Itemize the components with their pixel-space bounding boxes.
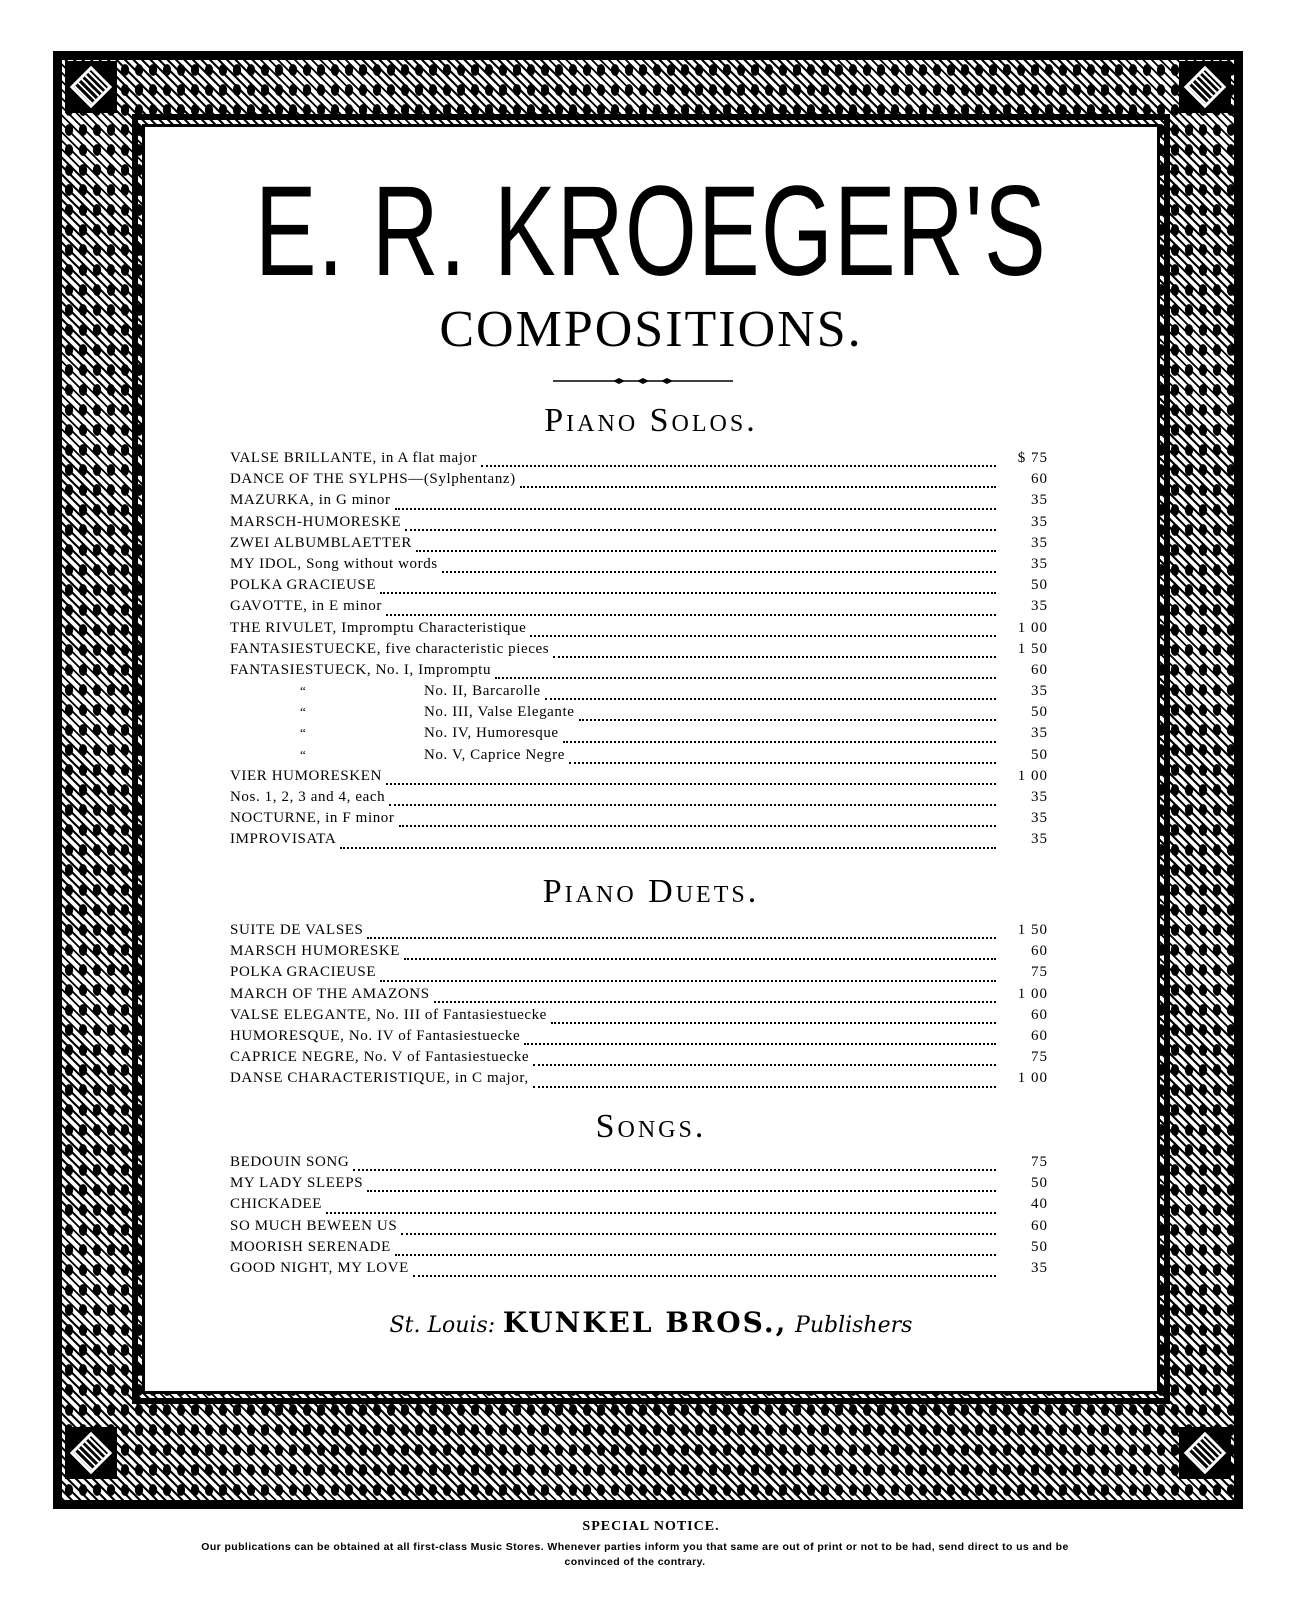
item-title: Nos. 1, 2, 3 and 4, each: [230, 789, 386, 805]
list-item: [230, 964, 1048, 985]
item-title: MARSCH-HUMORESKE: [230, 513, 402, 530]
list-item: [230, 810, 1048, 831]
dot-leader: [404, 958, 996, 960]
item-price: 35: [1031, 555, 1048, 572]
notice-text: Our publications can be obtained at all first-class Music Stores. Whenever parties inform you that same are out of print or not to be had, send direct to us and be convinced of the contrary.: [201, 1541, 1069, 1568]
item-price: 60: [1031, 1217, 1048, 1234]
list-item: [230, 986, 1048, 1007]
list-item: [230, 725, 1048, 746]
list-item: [230, 1260, 1048, 1281]
section-heading-piano-solos: Piano Solos.: [544, 402, 758, 439]
dot-leader: [389, 804, 996, 806]
list-item: [230, 747, 1048, 768]
item-title: VALSE BRILLANTE, in A flat major: [230, 450, 478, 466]
item-title: GOOD NIGHT, MY LOVE: [230, 1259, 409, 1276]
dot-leader: [520, 486, 996, 488]
item-price: 35: [1031, 831, 1048, 848]
item-price: 35: [1031, 534, 1048, 551]
item-price: 75: [1031, 964, 1048, 981]
dot-leader: [495, 677, 996, 679]
dot-leader: [530, 635, 996, 637]
publisher-name: KUNKEL BROS.,: [502, 1306, 788, 1339]
corner-ornament-icon: [1179, 61, 1231, 113]
item-price: 40: [1031, 1196, 1048, 1213]
list-item: [230, 492, 1048, 513]
item-title: SUITE DE VALSES: [230, 922, 364, 938]
item-title: VIER HUMORESKEN: [230, 767, 382, 784]
list-item: [230, 1196, 1048, 1217]
item-price: 60: [1031, 661, 1048, 678]
list-item: [230, 768, 1048, 789]
list-item: [230, 1049, 1048, 1070]
list-item: [230, 662, 1048, 683]
dot-leader: [386, 783, 996, 785]
page-title: E. R. KROEGER'S: [254, 160, 1047, 303]
item-title: FANTASIESTUECK, No. I, Impromptu: [230, 661, 492, 678]
dot-leader: [326, 1212, 996, 1214]
item-title: VALSE ELEGANTE, No. III of Fantasiestuecke: [230, 1006, 547, 1023]
list-item: [230, 831, 1048, 852]
list-item: [230, 598, 1048, 619]
list-item: [230, 943, 1048, 964]
ditto-mark: “: [300, 725, 306, 741]
dot-leader: [569, 762, 996, 764]
dot-leader: [524, 1043, 996, 1045]
ditto-mark: “: [300, 746, 306, 762]
item-price: 1 00: [1017, 767, 1048, 784]
item-title: POLKA GRACIEUSE: [230, 964, 377, 981]
dot-leader: [399, 825, 996, 827]
item-title: CHICKADEE: [230, 1196, 323, 1213]
list-item: [230, 1175, 1048, 1196]
item-price: 50: [1031, 704, 1048, 721]
item-price: 50: [1031, 1238, 1048, 1255]
item-title: ZWEI ALBUMBLAETTER: [230, 534, 413, 551]
list-item: [230, 1154, 1048, 1175]
list-item: [230, 471, 1048, 492]
publisher-city: St. Louis:: [389, 1313, 496, 1338]
dot-leader: [563, 741, 996, 743]
dot-leader: [395, 508, 996, 510]
piano-duets-list: [230, 922, 1048, 1092]
dot-leader: [380, 980, 996, 982]
item-price: 1 00: [1017, 1070, 1048, 1087]
list-item: [230, 1007, 1048, 1028]
item-title: No. II, Barcarolle: [424, 683, 541, 700]
page-subtitle: COMPOSITIONS.: [439, 301, 863, 358]
list-item: [230, 1239, 1048, 1260]
list-item: [230, 1028, 1048, 1049]
dot-leader: [551, 1022, 996, 1024]
item-title: IMPROVISATA: [230, 831, 337, 848]
item-title: MY LADY SLEEPS: [230, 1175, 364, 1192]
dot-leader: [579, 719, 996, 721]
dot-leader: [340, 847, 996, 849]
list-item: [230, 535, 1048, 556]
item-price: 60: [1031, 1006, 1048, 1023]
divider-ornament-icon: [553, 378, 733, 384]
list-item: [230, 789, 1048, 810]
item-title: No. III, Valse Elegante: [424, 704, 575, 721]
dot-leader: [367, 937, 996, 939]
item-price: 50: [1031, 746, 1048, 763]
dot-leader: [353, 1169, 996, 1171]
item-price: 60: [1031, 1027, 1048, 1044]
item-title: DANCE OF THE SYLPHS—(Sylphentanz): [230, 471, 516, 488]
item-price: 35: [1031, 513, 1048, 530]
dot-leader: [442, 571, 996, 573]
dot-leader: [386, 614, 996, 616]
publisher-role: Publishers: [795, 1313, 913, 1338]
list-item: [230, 683, 1048, 704]
dot-leader: [413, 1275, 996, 1277]
list-item: [230, 922, 1048, 943]
item-price: 35: [1031, 598, 1048, 615]
item-price: 35: [1031, 683, 1048, 700]
item-price: 35: [1031, 810, 1048, 827]
item-price: 60: [1031, 943, 1048, 960]
list-item: [230, 704, 1048, 725]
item-title: MARSCH HUMORESKE: [230, 943, 401, 960]
ditto-mark: “: [300, 683, 306, 699]
corner-ornament-icon: [65, 61, 117, 113]
item-price: 75: [1031, 1049, 1048, 1066]
dot-leader: [533, 1064, 996, 1066]
dot-leader: [395, 1254, 996, 1256]
item-title: BEDOUIN SONG: [230, 1154, 350, 1170]
list-item: [230, 556, 1048, 577]
item-price: 35: [1031, 1259, 1048, 1276]
item-title: MY IDOL, Song without words: [230, 555, 438, 572]
songs-list: [230, 1154, 1048, 1281]
dot-leader: [380, 592, 996, 594]
item-price: 35: [1031, 492, 1048, 509]
item-title: MOORISH SERENADE: [230, 1238, 391, 1255]
dot-leader: [401, 1233, 996, 1235]
item-price: 1 50: [1017, 922, 1048, 938]
item-title: No. V, Caprice Negre: [424, 746, 565, 763]
item-price: 1 00: [1017, 985, 1048, 1002]
notice-title: SPECIAL NOTICE.: [582, 1519, 720, 1534]
section-heading-songs: Songs.: [595, 1108, 707, 1145]
item-price: 1 50: [1017, 640, 1048, 657]
item-title: MARCH OF THE AMAZONS: [230, 985, 430, 1002]
item-price: 35: [1031, 789, 1048, 805]
item-price: 75: [1031, 1154, 1048, 1170]
item-title: FANTASIESTUECKE, five characteristic pieces: [230, 640, 550, 657]
item-price: 35: [1031, 725, 1048, 742]
list-item: [230, 620, 1048, 641]
dot-leader: [434, 1001, 996, 1003]
list-item: [230, 1218, 1048, 1239]
item-title: SO MUCH BEWEEN US: [230, 1217, 398, 1234]
list-item: [230, 514, 1048, 535]
item-price: 50: [1031, 1175, 1048, 1192]
item-title: HUMORESQUE, No. IV of Fantasiestuecke: [230, 1027, 521, 1044]
dot-leader: [545, 698, 996, 700]
item-title: GAVOTTE, in E minor: [230, 598, 382, 615]
list-item: [230, 1070, 1048, 1091]
item-title: POLKA GRACIEUSE: [230, 577, 377, 594]
section-heading-piano-duets: Piano Duets.: [542, 873, 760, 910]
piano-solos-list: [230, 450, 1048, 853]
item-price: 60: [1031, 471, 1048, 488]
item-title: CAPRICE NEGRE, No. V of Fantasiestuecke: [230, 1049, 530, 1066]
item-title: No. IV, Humoresque: [424, 725, 559, 742]
dot-leader: [416, 550, 996, 552]
dot-leader: [553, 656, 996, 658]
dot-leader: [367, 1190, 996, 1192]
item-price: 1 00: [1017, 619, 1048, 636]
publisher-line: [0, 1306, 1302, 1339]
item-title: THE RIVULET, Impromptu Characteristique: [230, 619, 527, 636]
corner-ornament-icon: [65, 1427, 117, 1479]
item-price: 50: [1031, 577, 1048, 594]
item-price: $ 75: [1017, 450, 1048, 466]
item-title: NOCTURNE, in F minor: [230, 810, 395, 827]
dot-leader: [405, 529, 996, 531]
dot-leader: [481, 465, 996, 467]
ditto-mark: “: [300, 704, 306, 720]
item-title: MAZURKA, in G minor: [230, 492, 391, 509]
item-title: DANSE CHARACTERISTIQUE, in C major,: [230, 1070, 529, 1087]
dot-leader: [533, 1086, 996, 1088]
list-item: [230, 450, 1048, 471]
corner-ornament-icon: [1179, 1427, 1231, 1479]
list-item: [230, 577, 1048, 598]
list-item: [230, 641, 1048, 662]
